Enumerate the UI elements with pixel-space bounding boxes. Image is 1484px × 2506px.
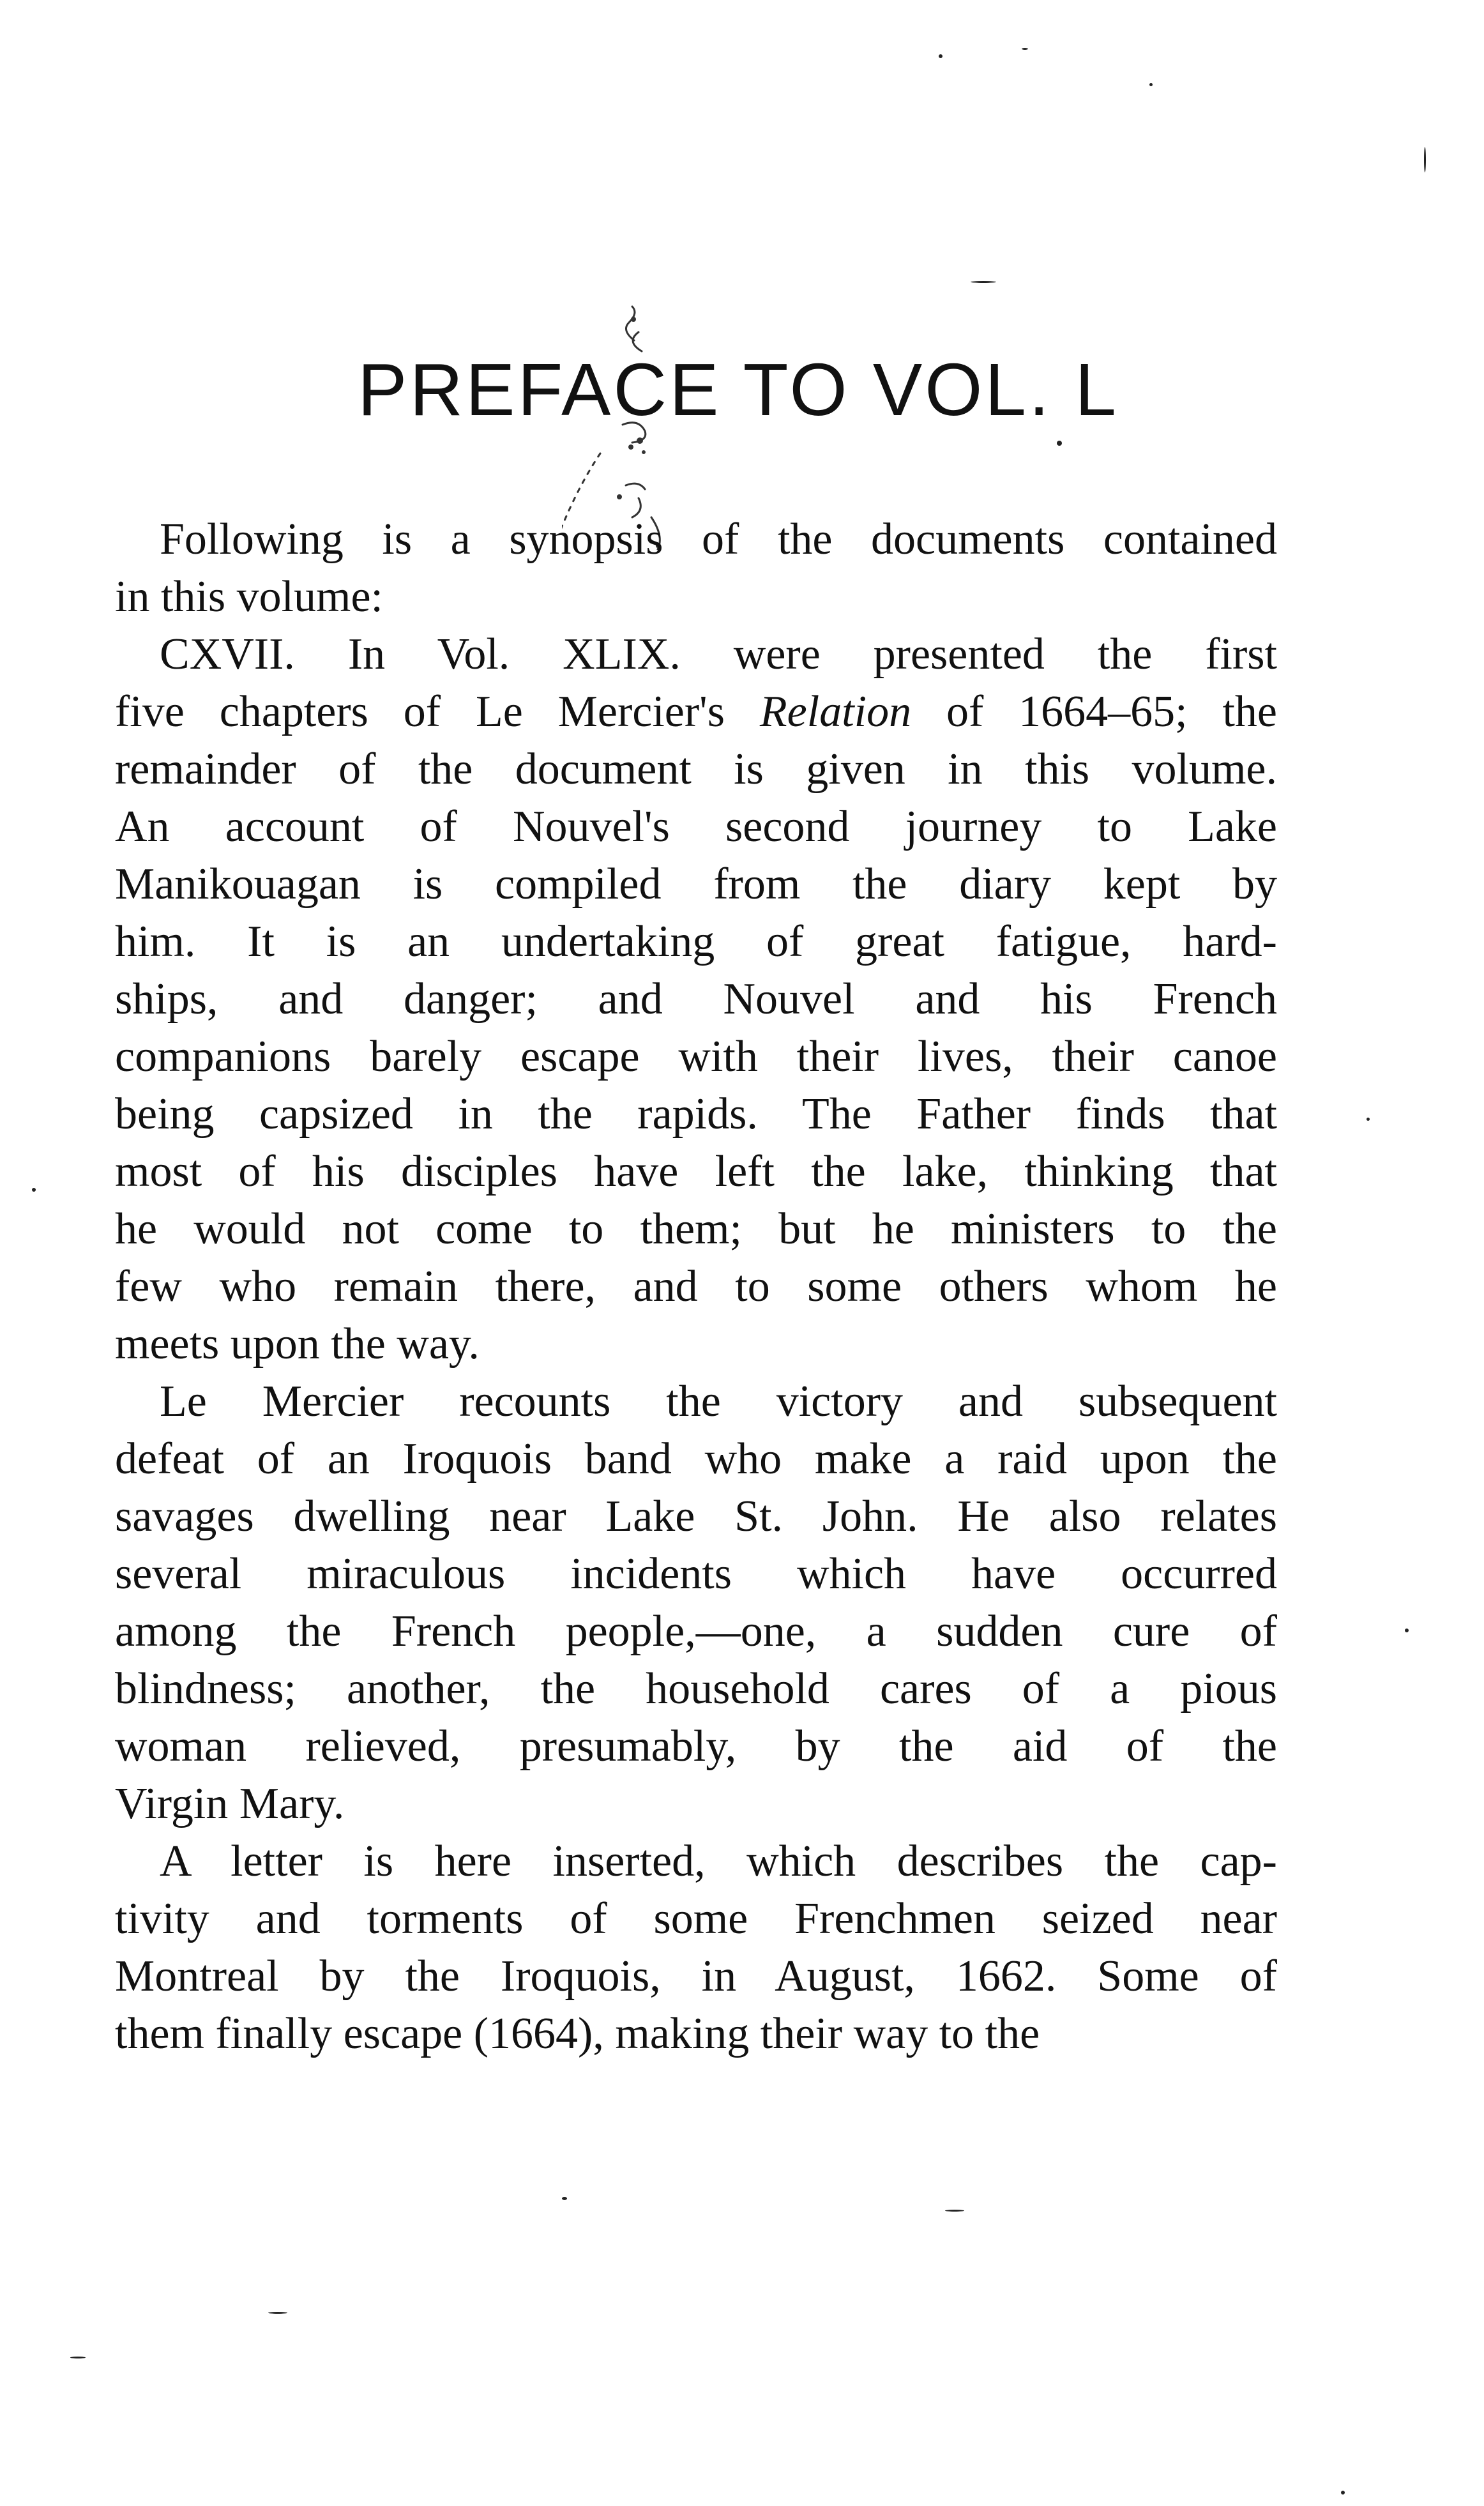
text-line: most of his disciples have left the lake, thinking that xyxy=(115,1147,1277,1196)
text-line: Manikouagan is compiled from the diary kept by xyxy=(115,860,1277,909)
text-line: woman relieved, presumably, by the aid of the xyxy=(115,1722,1277,1771)
page-heading: PREFACE TO VOL. L xyxy=(358,348,1119,431)
text-line: tivity and torments of some Frenchmen seized near xyxy=(115,1894,1277,1943)
text-line: A letter is here inserted, which describes the cap- xyxy=(160,1837,1277,1886)
text-line: among the French people,—one, a sudden cure of xyxy=(115,1607,1277,1656)
text-line: in this volume: xyxy=(115,572,383,621)
text-line: few who remain there, and to some others whom he xyxy=(115,1262,1277,1311)
text-line: CXVII. In Vol. XLIX. were presented the first xyxy=(160,630,1277,679)
text-line: Virgin Mary. xyxy=(115,1779,345,1828)
text-line: An account of Nouvel's second journey to Lake xyxy=(115,802,1277,851)
text-line: being capsized in the rapids. The Father finds that xyxy=(115,1090,1277,1139)
text-line: ships, and danger; and Nouvel and his French xyxy=(115,975,1277,1024)
text-line: Le Mercier recounts the victory and subsequent xyxy=(160,1377,1277,1426)
text-line: him. It is an undertaking of great fatigue, hard- xyxy=(115,917,1277,966)
text-line: remainder of the document is given in this volume. xyxy=(115,745,1277,794)
text-line: them finally escape (1664), making their way to the xyxy=(115,2009,1040,2058)
text-line: companions barely escape with their lives, their canoe xyxy=(115,1032,1277,1081)
text-line: defeat of an Iroquois band who make a raid upon the xyxy=(115,1434,1277,1484)
body-text xyxy=(115,511,1277,2063)
text-line: Montreal by the Iroquois, in August, 1662. Some of xyxy=(115,1952,1277,2001)
text-line: several miraculous incidents which have occurred xyxy=(115,1549,1277,1599)
text-line: he would not come to them; but he ministers to the xyxy=(115,1204,1277,1254)
text-line: Following is a synopsis of the documents contained xyxy=(160,515,1277,564)
text-line: meets upon the way. xyxy=(115,1319,480,1369)
text-line: blindness; another, the household cares of a pious xyxy=(115,1664,1277,1713)
text-line: savages dwelling near Lake St. John. He also relates xyxy=(115,1492,1277,1541)
text-line: five chapters of Le Mercier's Relation of 1664–65; the xyxy=(115,687,1278,736)
